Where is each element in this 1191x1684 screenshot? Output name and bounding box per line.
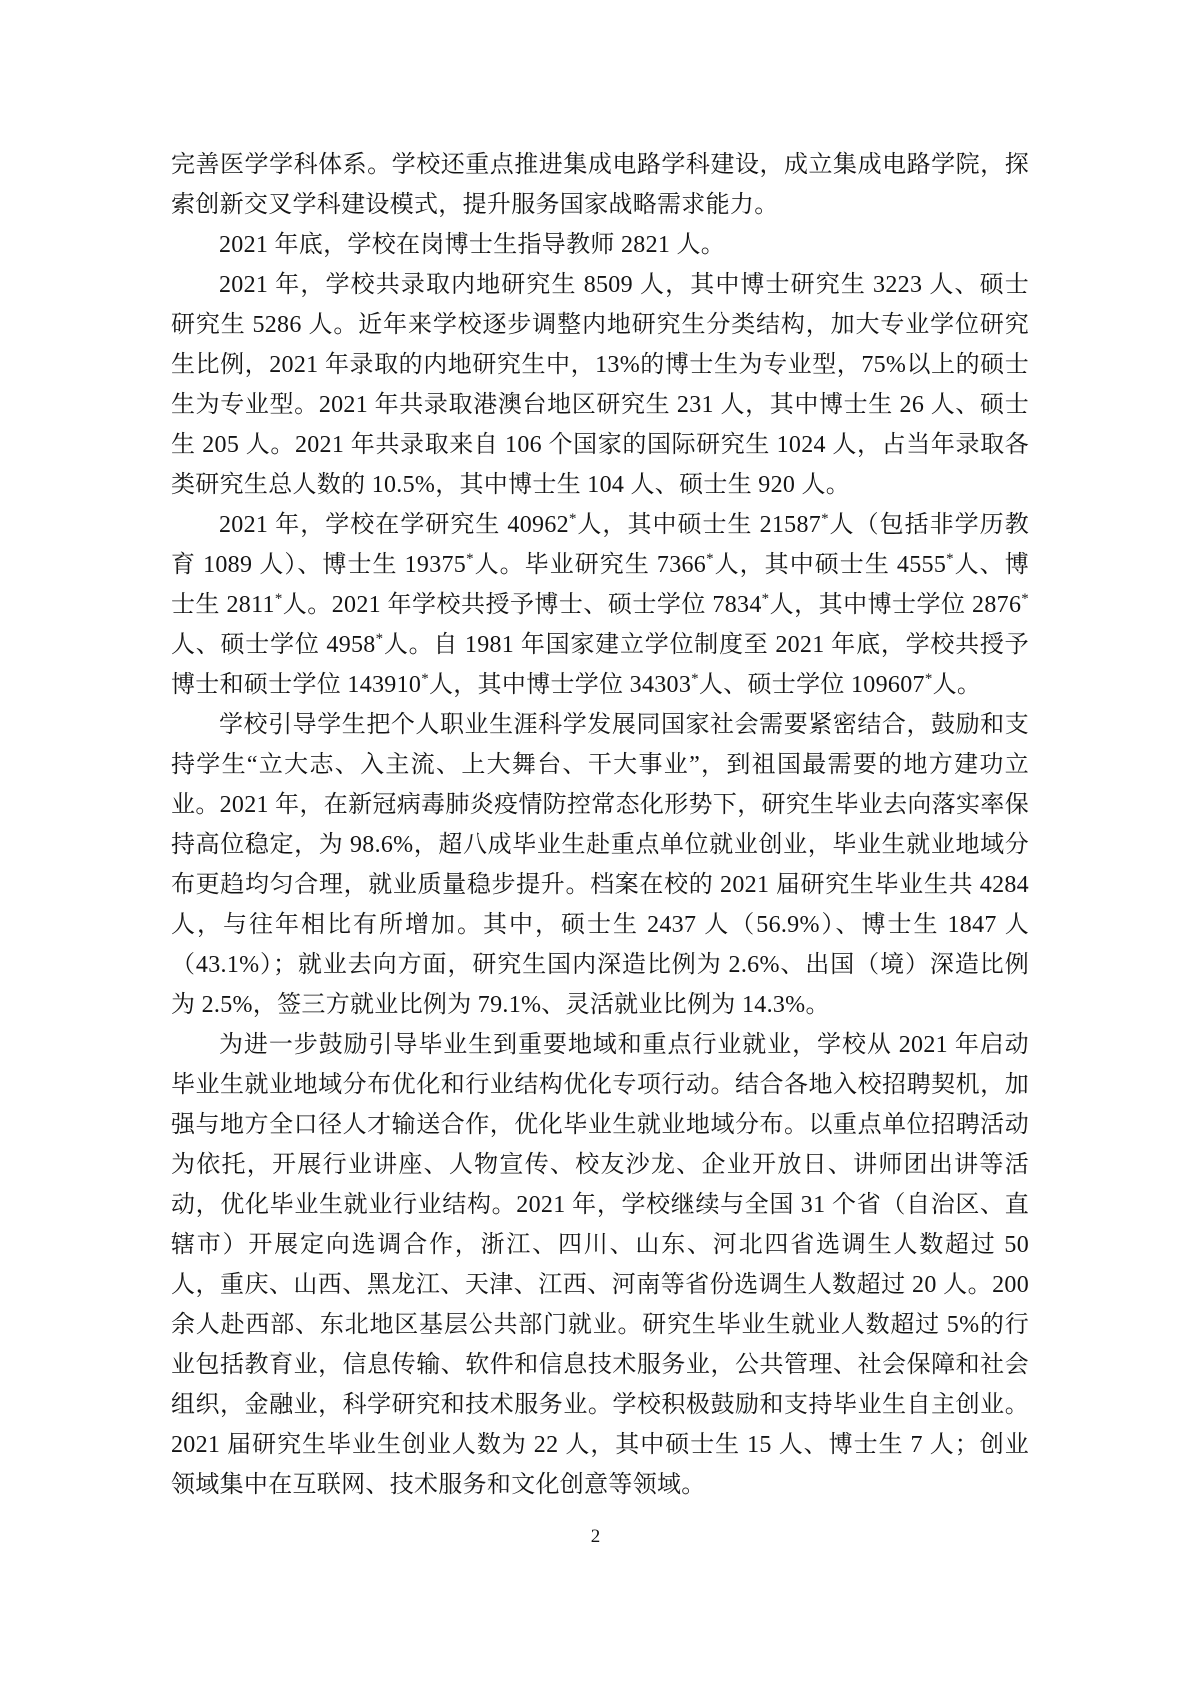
document-body — [171, 145, 1029, 1505]
footnote-asterisk: * — [946, 551, 954, 567]
footnote-asterisk: * — [706, 551, 714, 567]
footnote-asterisk: * — [375, 631, 384, 647]
footnote-asterisk: * — [568, 511, 577, 527]
paragraph: 为进一步鼓励引导毕业生到重要地域和重点行业就业，学校从 2021 年启动毕业生就业地域分布优化和行业结构优化专项行动。结合各地入校招聘契机，加强与地方全口径人才输送合作，优化毕业生就业地域分布。以重点单位招聘活动为依托，开展行业讲座、人物宣传、校友沙龙、企业开放日、讲师团出讲等活动，优化毕业生就业行业结构。2021 年，学校继续与全国 31 个省（自治区、直辖市）开展定向选调合作，浙江、四川、山东、河北四省选调生人数超过 50 人，重庆、山西、黑龙江、天津、江西、河南等省份选调生人数超过 20 人。200 余人赴西部、东北地区基层公共部门就业。研究生毕业生就业人数超过 5%的行业包括教育业，信息传输、软件和信息技术服务业，公共管理、社会保障和社会组织，金融业，科学研究和技术服务业。学校积极鼓励和支持毕业生自主创业。2021 届研究生毕业生创业人数为 22 人，其中硕士生 15 人、博士生 7 人；创业领域集中在互联网、技术服务和文化创意等领域。 — [171, 1032, 1029, 1498]
footnote-asterisk: * — [274, 591, 283, 607]
paragraph: 完善医学学科体系。学校还重点推进集成电路学科建设，成立集成电路学院，探索创新交叉学科建设模式，提升服务国家战略需求能力。 — [171, 152, 1029, 218]
footnote-asterisk: * — [466, 551, 474, 567]
paragraph: 2021 年，学校共录取内地研究生 8509 人，其中博士研究生 3223 人、硕士研究生 5286 人。近年来学校逐步调整内地研究生分类结构，加大专业学位研究生比例，2021 年录取的内地研究生中，13%的博士生为专业型，75%以上的硕士生为专业型。2021 年共录取港澳台地区研究生 231 人，其中博士生 26 人、硕士生 205 人。2021 年共录取来自 106 个国家的国际研究生 1024 人，占当年录取各类研究生总人数的 10.5%，其中博士生 104 人、硕士生 920 人。 — [171, 272, 1029, 498]
footnote-asterisk: * — [421, 671, 429, 687]
footnote-asterisk: * — [924, 671, 933, 687]
footnote-asterisk: * — [691, 671, 699, 687]
footnote-asterisk: * — [761, 591, 770, 607]
paragraph: 学校引导学生把个人职业生涯科学发展同国家社会需要紧密结合，鼓励和支持学生“立大志、入主流、上大舞台、干大事业”，到祖国最需要的地方建功立业。2021 年，在新冠病毒肺炎疫情防控常态化形势下，研究生毕业去向落实率保持高位稳定，为 98.6%，超八成毕业生赴重点单位就业创业，毕业生就业地域分布更趋均匀合理，就业质量稳步提升。档案在校的 2021 届研究生毕业生共 4284 人，与往年相比有所增加。其中，硕士生 2437 人（56.9%）、博士生 1847 人（43.1%）；就业去向方面，研究生国内深造比例为 2.6%、出国（境）深造比例为 2.5%，签三方就业比例为 79.1%、灵活就业比例为 14.3%。 — [171, 712, 1029, 1018]
footnote-asterisk: * — [1021, 591, 1030, 607]
paragraph: 2021 年底，学校在岗博士生指导教师 2821 人。 — [219, 232, 726, 258]
page-number: 2 — [590, 1526, 601, 1547]
paragraph: 2021 年，学校在学研究生 40962*人，其中硕士生 21587*人（包括非学历教育 1089 人）、博士生 19375*人。毕业研究生 7366*人，其中硕士生 4555*人、博士生 2811*人。2021 年学校共授予博士、硕士学位 7834*人，其中博士学位 2876*人、硕士学位 4958*人。自 1981 年国家建立学位制度至 2021 年底，学校共授予博士和硕士学位 143910*人，其中博士学位 34303*人、硕士学位 109607*人。 — [171, 511, 1030, 698]
footnote-asterisk: * — [821, 511, 829, 527]
